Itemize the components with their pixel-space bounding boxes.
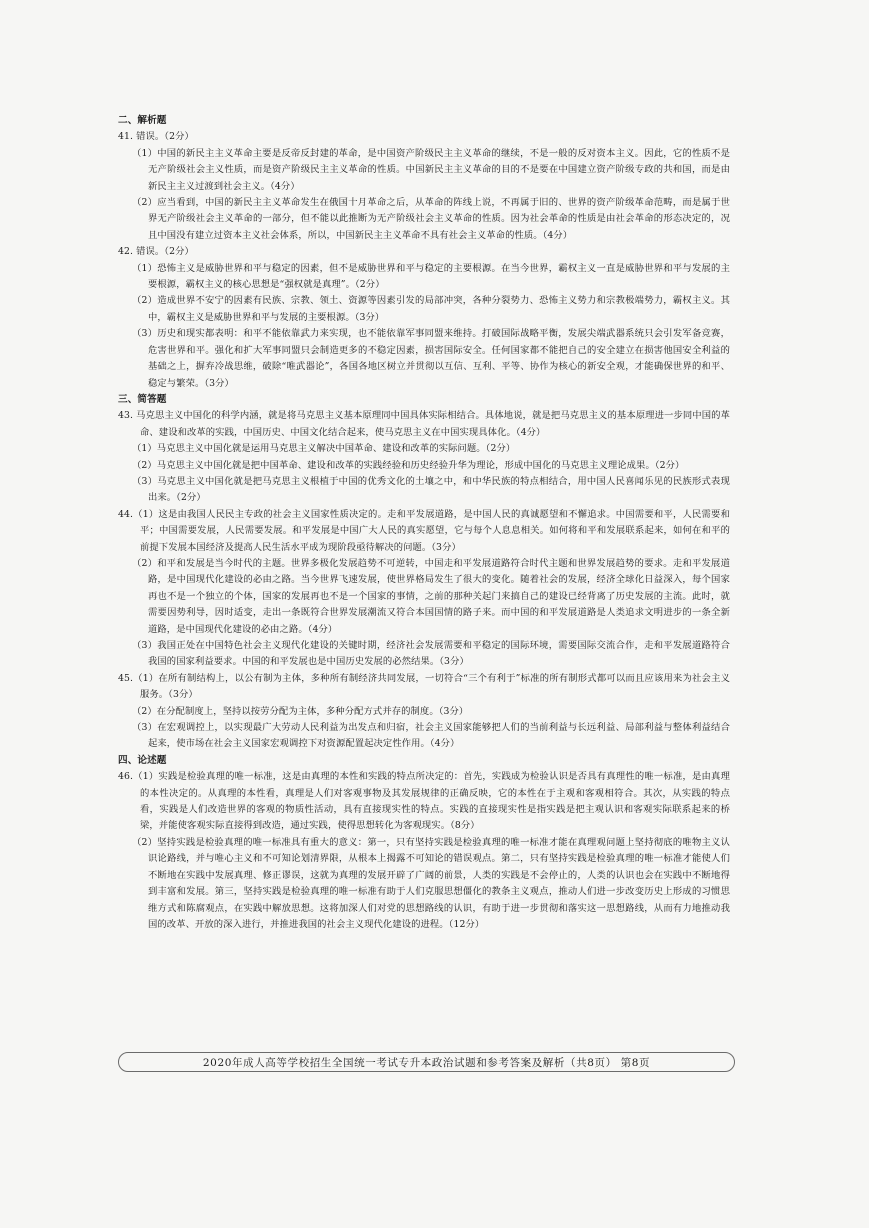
q43-point-2: （2）马克思主义中国化就是把中国革命、建设和改革的实践经验和历史经验升华为理论，形成中国化的马克思主义理论成果。（2分） bbox=[132, 459, 685, 471]
q41-point-2: （2）应当看到，中国的新民主主义革命发生在俄国十月革命之后，从革命的阵线上说，不再属于旧的、世界的资产阶级革命范畴，而是属于世界无产阶级社会主义革命的一部分，但不能以此推断为无产阶级社会主义革命的性质。因为社会革命的性质是由社会革命的形态决定的，况且中国没有建立过资本主义社会体系，所以，中国新民主主义革命不具有社会主义革命的性质。（4分） bbox=[132, 197, 730, 241]
section-heading-essay: 四、论述题 bbox=[118, 754, 167, 766]
q42-verdict: 42. 错误。（2分） bbox=[118, 246, 194, 258]
q42-point-1: （1）恐怖主义是威胁世界和平与稳定的因素，但不是威胁世界和平与稳定的主要根源。在当今世界，霸权主义一直是威胁世界和平与发展的主要根源，霸权主义的核心思想是“强权就是真理”。（2分） bbox=[132, 262, 730, 291]
q42-point-3: （3）历史和现实都表明：和平不能依靠武力来实现，也不能依靠军事同盟来维持。打破国际战略平衡，发展尖端武器系统只会引发军备竞赛，危害世界和平。强化和扩大军事同盟只会制造更多的不稳定因素，损害国际安全。任何国家都不能把自己的安全建立在损害他国安全利益的基础之上，摒弃冷战思维，破除“唯武器论”，各国各地区树立并贯彻以互信、互利、平等、协作为核心的新安全观，才能确保世界的和平、稳定与繁荣。（3分） bbox=[132, 328, 730, 389]
answer-content bbox=[118, 113, 730, 933]
section-heading-analysis: 二、解析题 bbox=[118, 115, 167, 126]
q42-point-2: （2）造成世界不安宁的因素有民族、宗教、领土、资源等因素引发的局部冲突，各种分裂势力、恐怖主义势力和宗教极端势力，霸权主义。其中，霸权主义是威胁世界和平与发展的主要根源。（3分） bbox=[132, 295, 730, 323]
q45-point-2: （2）在分配制度上，坚持以按劳分配为主体，多种分配方式并存的制度。（3分） bbox=[132, 705, 469, 717]
page-footer: 2020年成人高等学校招生全国统一考试专升本政治试题和参考答案及解析（共8页） 第8页 bbox=[118, 1052, 735, 1072]
q44-point-3: （3）我国正处在中国特色社会主义现代化建设的关键时期，经济社会发展需要和平稳定的国际环境，需要国际交流合作，走和平发展道路符合我国的国家利益要求。中国的和平发展也是中国历史发展的必然结果。（3分） bbox=[132, 640, 730, 668]
q43-intro: 43. 马克思主义中国化的科学内涵，就是将马克思主义基本原理同中国具体实际相结合。具体地说，就是把马克思主义的基本原理进一步同中国的革命、建设和改革的实践，中国历史、中国文化结合起来，使马克思主义在中国实现具体化。（4分） bbox=[118, 410, 730, 438]
q44-point-2: （2）和平和发展是当今时代的主题。世界多极化发展趋势不可逆转，中国走和平发展道路符合时代主题和世界发展趋势的要求。走和平发展道路，是中国现代化建设的必由之路。当今世界飞速发展，使世界格局发生了很大的变化。随着社会的发展，经济全球化日益深入，每个国家再也不是一个独立的个体，国家的发展再也不是一个国家的事情，之前的那种关起门来搞自己的建设已经背离了历史发展的主流。此时，就需要因势利导，因时适变，走出一条既符合世界发展潮流又符合本国国情的路子来。而中国的和平发展道路是人类追求文明进步的一条全新道路，是中国现代化建设的必由之路。（4分） bbox=[132, 557, 730, 635]
q44-point-1: 44.（1）这是由我国人民民主专政的社会主义国家性质决定的。走和平发展道路，是中国人民的真诚愿望和不懈追求。中国需要和平，人民需要和平；中国需要发展，人民需要发展。和平发展是中国广大人民的真实愿望，它与每个人息息相关。如何将和平和发展联系起来，如何在和平的前提下发展本国经济及提高人民生活水平成为现阶段亟待解决的问题。（3分） bbox=[118, 508, 730, 553]
q46-point-1: 46.（1）实践是检验真理的唯一标准，这是由真理的本性和实践的特点所决定的：首先，实践成为检验认识是否具有真理性的唯一标准，是由真理的本性决定的。从真理的本性看，真理是人们对客观事物及其发展规律的正确反映，它的本性在于主观和客观相符合。其次，从实践的特点看，实践是人们改造世界的客观的物质性活动，具有直接现实性的特点。实践的直接现实性是指实践是把主观认识和客观实际联系起来的桥梁，并能使客观实际直接得到改造，通过实践，使得思想转化为客观现实。（8分） bbox=[118, 771, 730, 832]
q45-point-1: 45.（1）在所有制结构上，以公有制为主体，多种所有制经济共同发展，一切符合“三个有利于”标准的所有制形式都可以而且应该用来为社会主义服务。（3分） bbox=[118, 672, 730, 701]
q46-point-2: （2）坚持实践是检验真理的唯一标准具有重大的意义：第一，只有坚持实践是检验真理的唯一标准才能在真理观问题上坚持彻底的唯物主义认识论路线，并与唯心主义和不可知论划清界限，从根本上揭露不可知论的错误观点。第二，只有坚持实践是检验真理的唯一标准才能使人们不断地在实践中发展真理、修正谬误，这就为真理的发展开辟了广阔的前景，人类的实践是不会停止的，人类的认识也会在实践中不断地得到丰富和发展。第三，坚持实践是检验真理的唯一标准有助于人们克服思想僵化的教条主义观点，推动人们进一步改变历史上形成的习惯思维方式和陈腐观点，在实践中解放思想。这将加深人们对党的思想路线的认识，有助于进一步贯彻和落实这一思想路线，从而有力地推动我国的改革、开放的深入进行，并推进我国的社会主义现代化建设的进程。（12分） bbox=[132, 836, 730, 930]
q45-point-3: （3）在宏观调控上，以实现最广大劳动人民利益为出发点和归宿，社会主义国家能够把人们的当前利益与长远利益、局部利益与整体利益结合起来，使市场在社会主义国家宏观调控下对资源配置起决定性作用。（4分） bbox=[132, 722, 730, 750]
q41-point-1: （1）中国的新民主主义革命主要是反帝反封建的革命，是中国资产阶级民主主义革命的继续，不是一般的反对资本主义。因此，它的性质不是无产阶级社会主义性质，而是资产阶级民主主义革命的性质。中国新民主主义革命的目的不是要在中国建立资产阶级专政的共和国，而是由新民主主义过渡到社会主义。（4分） bbox=[132, 147, 730, 192]
q41-verdict: 41. 错误。（2分） bbox=[118, 131, 194, 143]
q43-point-1: （1）马克思主义中国化就是运用马克思主义解决中国革命、建设和改革的实际问题。（2分） bbox=[132, 443, 516, 455]
section-heading-short-answer: 三、简答题 bbox=[118, 393, 167, 405]
q43-point-3: （3）马克思主义中国化就是把马克思主义根植于中国的优秀文化的土壤之中，和中华民族的特点相结合，用中国人民喜闻乐见的民族形式表现出来。（2分） bbox=[132, 475, 730, 504]
